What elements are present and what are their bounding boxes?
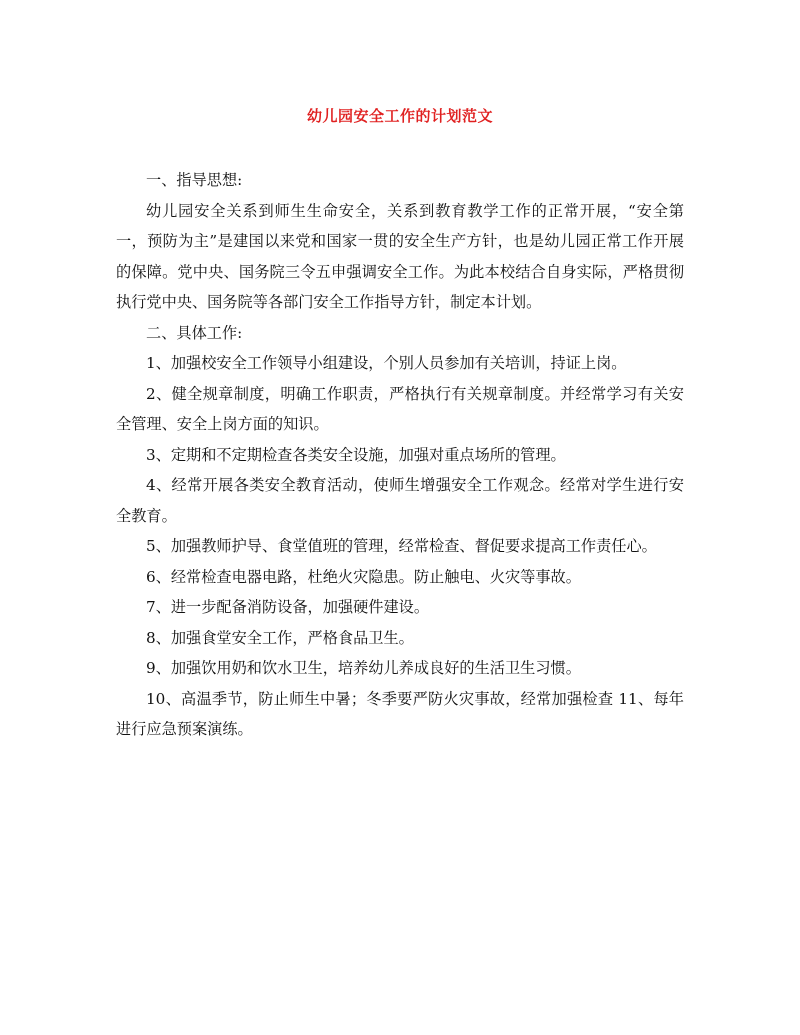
work-item-10: 10、高温季节，防止师生中暑；冬季要严防火灾事故，经常加强检查 11、每年进行应急预案演练。 bbox=[116, 689, 684, 738]
document-body bbox=[116, 165, 684, 745]
section-heading-guiding-ideology: 一、指导思想: bbox=[146, 171, 243, 189]
work-item-7: 7、进一步配备消防设备，加强硬件建设。 bbox=[146, 598, 430, 616]
paragraph-guiding-ideology: 幼儿园安全关系到师生生命安全，关系到教育教学工作的正常开展，“安全第一，预防为主”是建国以来党和国家一贯的安全生产方针，也是幼儿园正常工作开展的保障。党中央、国务院三令五申强调安全工作。为此本校结合自身实际，严格贯彻执行党中央、国务院等各部门安全工作指导方针，制定本计划。 bbox=[116, 201, 684, 311]
section-heading-specific-work: 二、具体工作: bbox=[146, 323, 243, 342]
document-title: 幼儿园安全工作的计划范文 bbox=[306, 107, 493, 125]
work-item-2: 2、健全规章制度，明确工作职责，严格执行有关规章制度。并经常学习有关安全管理、安全上岗方面的知识。 bbox=[116, 384, 684, 433]
work-item-1: 1、加强校安全工作领导小组建设，个别人员参加有关培训，持证上岗。 bbox=[146, 354, 627, 372]
work-item-4: 4、经常开展各类安全教育活动，使师生增强安全工作观念。经常对学生进行安全教育。 bbox=[116, 476, 684, 525]
work-item-6: 6、经常检查电器电路，杜绝火灾隐患。防止触电、火灾等事故。 bbox=[146, 567, 581, 586]
work-item-9: 9、加强饮用奶和饮水卫生，培养幼儿养成良好的生活卫生习惯。 bbox=[146, 659, 581, 677]
work-item-8: 8、加强食堂安全工作，严格食品卫生。 bbox=[146, 628, 414, 647]
work-item-5: 5、加强教师护导、食堂值班的管理，经常检查、督促要求提高工作责任心。 bbox=[146, 537, 657, 555]
work-item-3: 3、定期和不定期检查各类安全设施，加强对重点场所的管理。 bbox=[146, 445, 566, 464]
